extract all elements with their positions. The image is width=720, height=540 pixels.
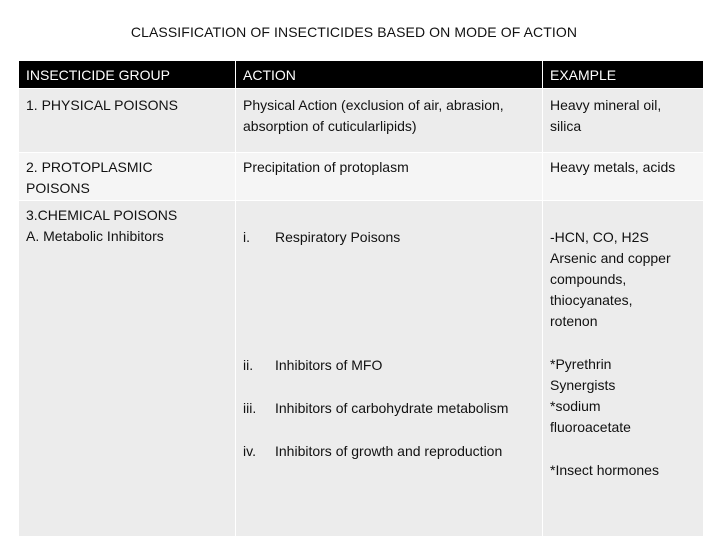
- table-row: [19, 153, 704, 201]
- group-line: 2. PROTOPLASMIC: [26, 159, 153, 175]
- classification-table: [18, 60, 704, 537]
- example-block: *Pyrethrin Synergists *sodium fluoroacetate: [550, 356, 631, 435]
- action-protoplasmic: Precipitation of protoplasm: [236, 153, 543, 201]
- list-item: ii. Inhibitors of MFO: [243, 357, 383, 373]
- action-chemical: [236, 201, 543, 537]
- example-block: *Insect hormones: [550, 462, 659, 478]
- group-physical-poisons: 1. PHYSICAL POISONS: [19, 89, 236, 153]
- example-chemical: [543, 201, 704, 537]
- header-example: EXAMPLE: [543, 61, 704, 89]
- table-row: [19, 89, 704, 153]
- list-item: iii. Inhibitors of carbohydrate metabolism: [243, 400, 509, 416]
- group-line: POISONS: [26, 180, 90, 196]
- action-list: [243, 227, 535, 462]
- slide-title: CLASSIFICATION OF INSECTICIDES BASED ON MODE OF ACTION: [130, 24, 578, 40]
- header-action: ACTION: [236, 61, 543, 89]
- header-insecticide-group: INSECTICIDE GROUP: [19, 61, 236, 89]
- table-header-row: [19, 61, 704, 89]
- example-protoplasmic: Heavy metals, acids: [543, 153, 704, 201]
- group-line: A. Metabolic Inhibitors: [26, 228, 164, 244]
- example-physical: Heavy mineral oil, silica: [543, 89, 704, 153]
- list-item: iv. Inhibitors of growth and reproduction: [243, 443, 503, 459]
- group-chemical-poisons: [19, 201, 236, 537]
- example-block: -HCN, CO, H2S Arsenic and copper compounds, thiocyanates, rotenon: [550, 229, 671, 329]
- group-protoplasmic-poisons: [19, 153, 236, 201]
- group-line: 3.CHEMICAL POISONS: [26, 207, 178, 223]
- table-row: [19, 201, 704, 537]
- list-item: i. Respiratory Poisons: [243, 229, 401, 245]
- action-physical: Physical Action (exclusion of air, abrasion, absorption of cuticularlipids): [236, 89, 543, 153]
